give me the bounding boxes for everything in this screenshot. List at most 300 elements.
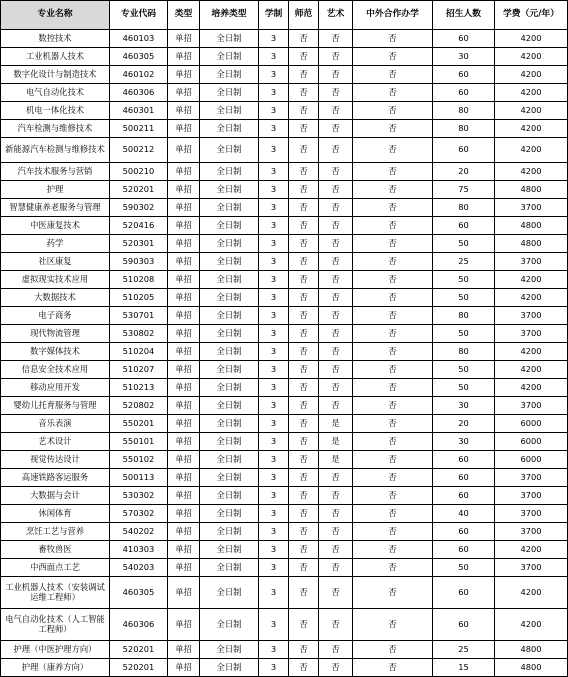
cell-sino-foreign: 否 (353, 577, 433, 609)
cell-enrollment: 25 (433, 253, 495, 271)
table-row (1, 577, 568, 609)
cell-training-type: 全日制 (200, 559, 259, 577)
header-major-code: 专业代码 (110, 1, 168, 30)
cell-tuition: 3700 (495, 559, 568, 577)
cell-major-code: 570302 (110, 505, 168, 523)
cell-sino-foreign: 否 (353, 487, 433, 505)
cell-training-type: 全日制 (200, 487, 259, 505)
cell-training-type: 全日制 (200, 66, 259, 84)
cell-duration: 3 (259, 120, 289, 138)
table-row (1, 181, 568, 199)
cell-sino-foreign: 否 (353, 609, 433, 641)
cell-art: 否 (319, 541, 353, 559)
cell-tuition: 4200 (495, 163, 568, 181)
cell-sino-foreign: 否 (353, 289, 433, 307)
cell-sino-foreign: 否 (353, 451, 433, 469)
cell-tuition: 4200 (495, 577, 568, 609)
cell-major-name: 工业机器人技术（安装调试运维工程师） (1, 577, 110, 609)
header-normal: 师范 (289, 1, 319, 30)
cell-tuition: 3700 (495, 469, 568, 487)
cell-duration: 3 (259, 559, 289, 577)
cell-major-name: 数控技术 (1, 30, 110, 48)
cell-art: 否 (319, 120, 353, 138)
cell-major-name: 数字媒体技术 (1, 343, 110, 361)
table-row (1, 559, 568, 577)
cell-major-name: 虚拟现实技术应用 (1, 271, 110, 289)
cell-type: 单招 (168, 181, 200, 199)
cell-sino-foreign: 否 (353, 361, 433, 379)
cell-major-code: 460305 (110, 577, 168, 609)
cell-normal: 否 (289, 659, 319, 677)
cell-sino-foreign: 否 (353, 102, 433, 120)
cell-art: 否 (319, 397, 353, 415)
cell-normal: 否 (289, 30, 319, 48)
cell-type: 单招 (168, 541, 200, 559)
cell-sino-foreign: 否 (353, 235, 433, 253)
cell-training-type: 全日制 (200, 138, 259, 163)
cell-major-name: 烹饪工艺与营养 (1, 523, 110, 541)
cell-major-name: 电气自动化技术（人工智能工程师） (1, 609, 110, 641)
cell-major-code: 520201 (110, 659, 168, 677)
cell-tuition: 3700 (495, 325, 568, 343)
header-major-name: 专业名称 (1, 1, 110, 30)
cell-sino-foreign: 否 (353, 199, 433, 217)
cell-enrollment: 20 (433, 163, 495, 181)
table-row (1, 307, 568, 325)
cell-enrollment: 80 (433, 343, 495, 361)
cell-training-type: 全日制 (200, 289, 259, 307)
cell-duration: 3 (259, 181, 289, 199)
cell-art: 否 (319, 307, 353, 325)
cell-training-type: 全日制 (200, 397, 259, 415)
cell-major-code: 510207 (110, 361, 168, 379)
cell-normal: 否 (289, 415, 319, 433)
table-row (1, 641, 568, 659)
cell-normal: 否 (289, 379, 319, 397)
table-row (1, 84, 568, 102)
cell-tuition: 4200 (495, 48, 568, 66)
cell-type: 单招 (168, 379, 200, 397)
cell-tuition: 4800 (495, 641, 568, 659)
cell-enrollment: 80 (433, 120, 495, 138)
cell-sino-foreign: 否 (353, 217, 433, 235)
cell-type: 单招 (168, 433, 200, 451)
cell-training-type: 全日制 (200, 379, 259, 397)
cell-tuition: 4200 (495, 343, 568, 361)
cell-sino-foreign: 否 (353, 163, 433, 181)
cell-duration: 3 (259, 469, 289, 487)
cell-duration: 3 (259, 48, 289, 66)
cell-normal: 否 (289, 120, 319, 138)
cell-normal: 否 (289, 577, 319, 609)
cell-art: 否 (319, 505, 353, 523)
cell-major-name: 大数据技术 (1, 289, 110, 307)
cell-type: 单招 (168, 30, 200, 48)
cell-normal: 否 (289, 541, 319, 559)
cell-sino-foreign: 否 (353, 30, 433, 48)
cell-major-name: 电气自动化技术 (1, 84, 110, 102)
cell-enrollment: 60 (433, 487, 495, 505)
cell-normal: 否 (289, 253, 319, 271)
cell-major-name: 机电一体化技术 (1, 102, 110, 120)
cell-type: 单招 (168, 361, 200, 379)
cell-enrollment: 60 (433, 469, 495, 487)
cell-type: 单招 (168, 343, 200, 361)
cell-major-name: 汽车技术服务与营销 (1, 163, 110, 181)
cell-tuition: 4200 (495, 30, 568, 48)
cell-major-code: 530802 (110, 325, 168, 343)
cell-type: 单招 (168, 487, 200, 505)
cell-tuition: 4200 (495, 66, 568, 84)
table-row (1, 361, 568, 379)
cell-major-name: 畜牧兽医 (1, 541, 110, 559)
cell-enrollment: 30 (433, 433, 495, 451)
cell-training-type: 全日制 (200, 217, 259, 235)
cell-type: 单招 (168, 523, 200, 541)
cell-enrollment: 60 (433, 66, 495, 84)
cell-type: 单招 (168, 451, 200, 469)
cell-normal: 否 (289, 138, 319, 163)
cell-art: 否 (319, 138, 353, 163)
cell-enrollment: 80 (433, 307, 495, 325)
cell-training-type: 全日制 (200, 199, 259, 217)
cell-enrollment: 60 (433, 30, 495, 48)
cell-sino-foreign: 否 (353, 559, 433, 577)
cell-training-type: 全日制 (200, 505, 259, 523)
cell-duration: 3 (259, 523, 289, 541)
cell-major-code: 550201 (110, 415, 168, 433)
cell-major-code: 530701 (110, 307, 168, 325)
cell-sino-foreign: 否 (353, 120, 433, 138)
cell-training-type: 全日制 (200, 361, 259, 379)
cell-duration: 3 (259, 271, 289, 289)
cell-normal: 否 (289, 307, 319, 325)
cell-major-code: 520301 (110, 235, 168, 253)
cell-normal: 否 (289, 433, 319, 451)
cell-enrollment: 30 (433, 48, 495, 66)
table-row (1, 199, 568, 217)
cell-type: 单招 (168, 217, 200, 235)
cell-sino-foreign: 否 (353, 659, 433, 677)
cell-type: 单招 (168, 48, 200, 66)
cell-duration: 3 (259, 415, 289, 433)
cell-sino-foreign: 否 (353, 48, 433, 66)
cell-enrollment: 60 (433, 84, 495, 102)
cell-tuition: 4200 (495, 120, 568, 138)
cell-training-type: 全日制 (200, 30, 259, 48)
cell-normal: 否 (289, 343, 319, 361)
table-row (1, 609, 568, 641)
cell-enrollment: 30 (433, 397, 495, 415)
table-row (1, 505, 568, 523)
table-row (1, 451, 568, 469)
cell-major-code: 550101 (110, 433, 168, 451)
cell-type: 单招 (168, 102, 200, 120)
table-row (1, 138, 568, 163)
table-row (1, 415, 568, 433)
cell-major-name: 音乐表演 (1, 415, 110, 433)
cell-duration: 3 (259, 307, 289, 325)
cell-major-name: 药学 (1, 235, 110, 253)
cell-training-type: 全日制 (200, 609, 259, 641)
cell-major-name: 现代物流管理 (1, 325, 110, 343)
table-row (1, 120, 568, 138)
cell-enrollment: 60 (433, 541, 495, 559)
cell-art: 否 (319, 48, 353, 66)
cell-major-code: 530302 (110, 487, 168, 505)
cell-enrollment: 60 (433, 217, 495, 235)
cell-type: 单招 (168, 199, 200, 217)
table-row (1, 102, 568, 120)
cell-tuition: 6000 (495, 433, 568, 451)
cell-type: 单招 (168, 66, 200, 84)
table-row (1, 343, 568, 361)
cell-tuition: 4200 (495, 541, 568, 559)
cell-duration: 3 (259, 487, 289, 505)
cell-major-name: 艺术设计 (1, 433, 110, 451)
cell-major-code: 510205 (110, 289, 168, 307)
cell-major-name: 社区康复 (1, 253, 110, 271)
cell-normal: 否 (289, 469, 319, 487)
cell-major-code: 590303 (110, 253, 168, 271)
cell-tuition: 4800 (495, 181, 568, 199)
cell-major-name: 工业机器人技术 (1, 48, 110, 66)
table-row (1, 30, 568, 48)
cell-sino-foreign: 否 (353, 641, 433, 659)
cell-enrollment: 80 (433, 102, 495, 120)
cell-duration: 3 (259, 541, 289, 559)
cell-training-type: 全日制 (200, 253, 259, 271)
cell-art: 否 (319, 523, 353, 541)
cell-duration: 3 (259, 30, 289, 48)
cell-duration: 3 (259, 641, 289, 659)
cell-art: 否 (319, 102, 353, 120)
cell-major-code: 460301 (110, 102, 168, 120)
cell-art: 否 (319, 343, 353, 361)
header-tuition: 学费（元/年） (495, 1, 568, 30)
cell-major-code: 500113 (110, 469, 168, 487)
cell-enrollment: 75 (433, 181, 495, 199)
cell-tuition: 4200 (495, 138, 568, 163)
cell-normal: 否 (289, 505, 319, 523)
cell-training-type: 全日制 (200, 120, 259, 138)
cell-major-code: 520802 (110, 397, 168, 415)
cell-art: 否 (319, 271, 353, 289)
cell-enrollment: 40 (433, 505, 495, 523)
cell-major-code: 460306 (110, 609, 168, 641)
cell-training-type: 全日制 (200, 577, 259, 609)
cell-normal: 否 (289, 163, 319, 181)
header-enrollment: 招生人数 (433, 1, 495, 30)
cell-major-name: 中医康复技术 (1, 217, 110, 235)
cell-major-code: 510208 (110, 271, 168, 289)
table-row (1, 659, 568, 677)
cell-normal: 否 (289, 523, 319, 541)
header-training-type: 培养类型 (200, 1, 259, 30)
cell-type: 单招 (168, 577, 200, 609)
cell-sino-foreign: 否 (353, 433, 433, 451)
cell-sino-foreign: 否 (353, 66, 433, 84)
cell-art: 否 (319, 84, 353, 102)
cell-normal: 否 (289, 48, 319, 66)
cell-enrollment: 50 (433, 235, 495, 253)
cell-sino-foreign: 否 (353, 397, 433, 415)
cell-normal: 否 (289, 609, 319, 641)
cell-art: 否 (319, 235, 353, 253)
cell-major-code: 500212 (110, 138, 168, 163)
cell-enrollment: 60 (433, 609, 495, 641)
cell-enrollment: 50 (433, 559, 495, 577)
cell-type: 单招 (168, 253, 200, 271)
cell-type: 单招 (168, 559, 200, 577)
cell-art: 否 (319, 379, 353, 397)
cell-duration: 3 (259, 199, 289, 217)
cell-major-code: 500210 (110, 163, 168, 181)
cell-training-type: 全日制 (200, 84, 259, 102)
cell-type: 单招 (168, 235, 200, 253)
cell-duration: 3 (259, 138, 289, 163)
cell-training-type: 全日制 (200, 163, 259, 181)
cell-normal: 否 (289, 66, 319, 84)
cell-tuition: 3700 (495, 199, 568, 217)
table-row (1, 469, 568, 487)
cell-art: 否 (319, 217, 353, 235)
cell-normal: 否 (289, 361, 319, 379)
cell-major-code: 590302 (110, 199, 168, 217)
header-row (1, 1, 568, 30)
cell-major-name: 中西面点工艺 (1, 559, 110, 577)
table-row (1, 48, 568, 66)
cell-type: 单招 (168, 84, 200, 102)
cell-training-type: 全日制 (200, 469, 259, 487)
cell-sino-foreign: 否 (353, 307, 433, 325)
cell-normal: 否 (289, 271, 319, 289)
table-row (1, 487, 568, 505)
cell-sino-foreign: 否 (353, 181, 433, 199)
cell-duration: 3 (259, 163, 289, 181)
header-sino-foreign: 中外合作办学 (353, 1, 433, 30)
cell-enrollment: 25 (433, 641, 495, 659)
cell-major-name: 婴幼儿托育服务与管理 (1, 397, 110, 415)
cell-sino-foreign: 否 (353, 138, 433, 163)
cell-type: 单招 (168, 163, 200, 181)
cell-major-name: 护理 (1, 181, 110, 199)
cell-major-name: 护理（中医护理方向） (1, 641, 110, 659)
cell-art: 否 (319, 181, 353, 199)
cell-normal: 否 (289, 325, 319, 343)
cell-normal: 否 (289, 289, 319, 307)
cell-normal: 否 (289, 102, 319, 120)
cell-major-code: 460306 (110, 84, 168, 102)
cell-type: 单招 (168, 641, 200, 659)
cell-tuition: 4200 (495, 289, 568, 307)
cell-sino-foreign: 否 (353, 253, 433, 271)
cell-major-code: 520416 (110, 217, 168, 235)
cell-training-type: 全日制 (200, 235, 259, 253)
table-row (1, 163, 568, 181)
cell-sino-foreign: 否 (353, 469, 433, 487)
cell-type: 单招 (168, 271, 200, 289)
table-row (1, 541, 568, 559)
cell-duration: 3 (259, 325, 289, 343)
cell-art: 否 (319, 487, 353, 505)
cell-training-type: 全日制 (200, 523, 259, 541)
cell-duration: 3 (259, 253, 289, 271)
cell-duration: 3 (259, 343, 289, 361)
cell-type: 单招 (168, 609, 200, 641)
cell-normal: 否 (289, 181, 319, 199)
cell-normal: 否 (289, 217, 319, 235)
cell-tuition: 3700 (495, 253, 568, 271)
table-row (1, 433, 568, 451)
table-row (1, 523, 568, 541)
cell-major-code: 510213 (110, 379, 168, 397)
table-row (1, 271, 568, 289)
cell-tuition: 4800 (495, 659, 568, 677)
cell-major-name: 新能源汽车检测与维修技术 (1, 138, 110, 163)
cell-enrollment: 60 (433, 138, 495, 163)
cell-type: 单招 (168, 307, 200, 325)
cell-duration: 3 (259, 289, 289, 307)
cell-tuition: 4200 (495, 361, 568, 379)
cell-tuition: 4200 (495, 379, 568, 397)
cell-normal: 否 (289, 397, 319, 415)
cell-training-type: 全日制 (200, 307, 259, 325)
cell-art: 否 (319, 469, 353, 487)
cell-sino-foreign: 否 (353, 523, 433, 541)
cell-major-name: 智慧健康养老服务与管理 (1, 199, 110, 217)
table-row (1, 235, 568, 253)
cell-training-type: 全日制 (200, 271, 259, 289)
cell-type: 单招 (168, 415, 200, 433)
cell-duration: 3 (259, 659, 289, 677)
cell-art: 否 (319, 609, 353, 641)
cell-enrollment: 80 (433, 199, 495, 217)
cell-art: 否 (319, 289, 353, 307)
cell-normal: 否 (289, 235, 319, 253)
cell-normal: 否 (289, 199, 319, 217)
cell-major-code: 460102 (110, 66, 168, 84)
cell-major-code: 500211 (110, 120, 168, 138)
cell-normal: 否 (289, 487, 319, 505)
cell-training-type: 全日制 (200, 641, 259, 659)
cell-duration: 3 (259, 379, 289, 397)
cell-sino-foreign: 否 (353, 415, 433, 433)
cell-type: 单招 (168, 505, 200, 523)
cell-type: 单招 (168, 469, 200, 487)
cell-major-name: 移动应用开发 (1, 379, 110, 397)
cell-duration: 3 (259, 609, 289, 641)
cell-sino-foreign: 否 (353, 541, 433, 559)
cell-major-name: 视觉传达设计 (1, 451, 110, 469)
cell-tuition: 4200 (495, 84, 568, 102)
cell-major-name: 数字化设计与制造技术 (1, 66, 110, 84)
cell-major-code: 540203 (110, 559, 168, 577)
cell-duration: 3 (259, 217, 289, 235)
cell-normal: 否 (289, 641, 319, 659)
cell-enrollment: 50 (433, 289, 495, 307)
cell-art: 是 (319, 415, 353, 433)
cell-enrollment: 50 (433, 361, 495, 379)
cell-type: 单招 (168, 659, 200, 677)
cell-tuition: 4200 (495, 102, 568, 120)
table-row (1, 379, 568, 397)
cell-tuition: 6000 (495, 451, 568, 469)
table-row (1, 325, 568, 343)
cell-duration: 3 (259, 577, 289, 609)
cell-sino-foreign: 否 (353, 84, 433, 102)
cell-training-type: 全日制 (200, 343, 259, 361)
